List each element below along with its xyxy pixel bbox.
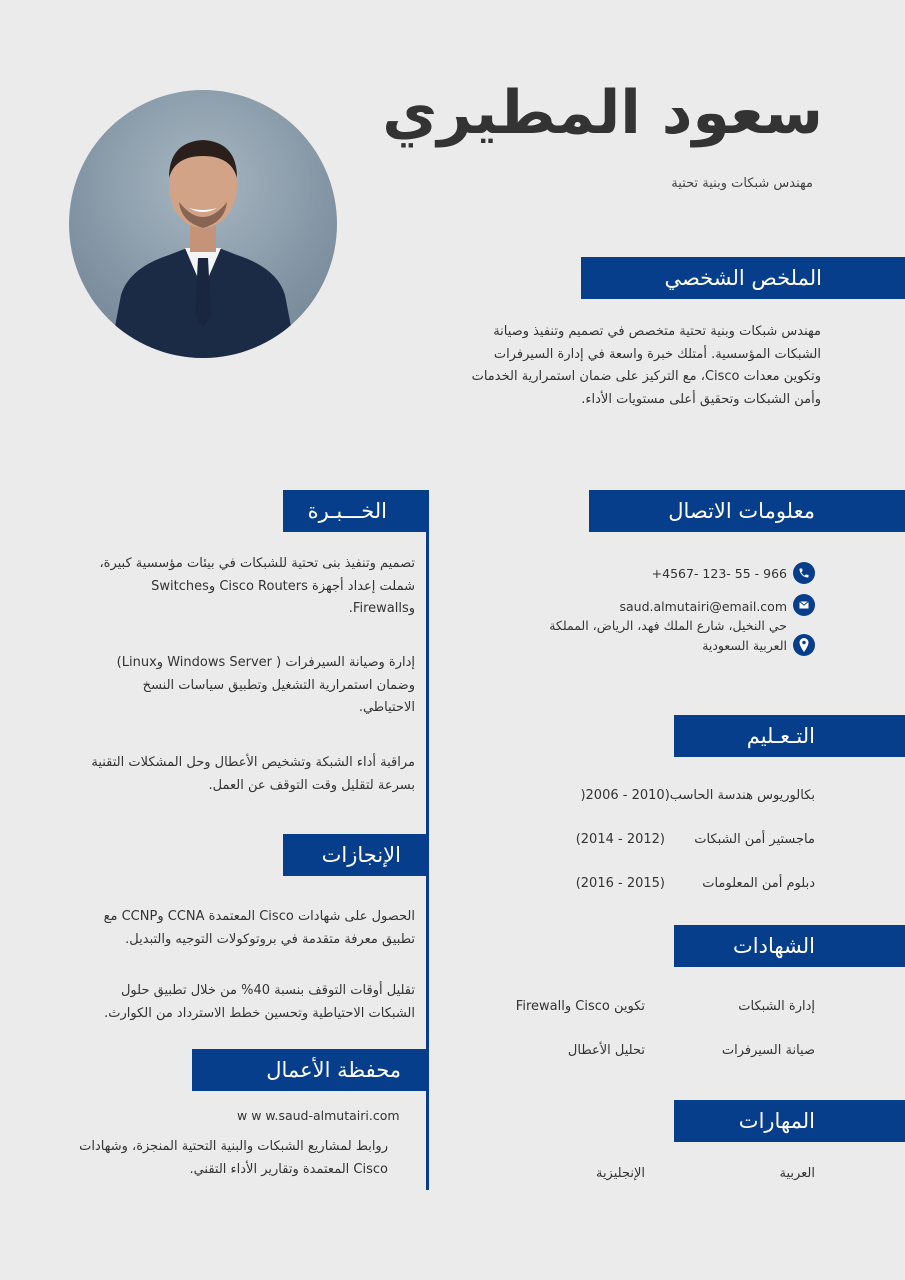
education-item-3: دبلوم أمن المعلومات (702, 876, 815, 891)
location-icon (793, 634, 815, 656)
person-portrait-icon (69, 90, 337, 358)
job-title: مهندس شبكات وبنية تحتية (671, 176, 813, 191)
certificate-item-2: تكوين Cisco وFirewall (515, 999, 645, 1014)
experience-heading: الخـــبـرة (283, 490, 429, 532)
summary-text: مهندس شبكات وبنية تحتية متخصص في تصميم وتنفيذ وصيانة الشبكات المؤسسية. أمتلك خبرة واسعة في إدارة السيرفرات وتكوين معدات Cisco، مع التركيز على ضمان استمرارية الخدمات وأمن الشبكات وتحقيق أعلى مستويات الأداء. (471, 324, 821, 407)
experience-item-2: إدارة وصيانة السيرفرات ( Windows Server وLinux) وضمان استمرارية التشغيل وتطبيق سياسات النسخ الاحتياطي. (116, 655, 415, 715)
portfolio-heading: محفظة الأعمال (192, 1049, 429, 1091)
achievements-heading: الإنجازات (283, 834, 429, 876)
contact-heading: معلومات الاتصال (589, 490, 905, 532)
phone-number: +4567- 123- 55 - 966 (651, 566, 787, 581)
skill-item-2: الإنجليزية (595, 1166, 645, 1181)
portfolio-text: روابط لمشاريع الشبكات والبنية التحتية المنجزة، وشهادات Cisco المعتمدة وتقارير الأداء التقني. (79, 1139, 388, 1177)
profile-photo (69, 90, 337, 358)
portfolio-url[interactable]: w w w.saud-almutairi.com (237, 1108, 400, 1123)
certificates-heading: الشهادات (674, 925, 905, 967)
achievement-item-1: الحصول على شهادات Cisco المعتمدة CCNA وCCNP مع تطبيق معرفة متقدمة في بروتوكولات التوجيه والتبديل. (103, 909, 415, 947)
email-icon (793, 594, 815, 616)
email-address: saud.almutairi@email.com (619, 599, 787, 614)
address: حي النخيل، شارع الملك فهد، الرياض، المملكة العربية السعودية (549, 618, 787, 653)
candidate-name: سعود المطيري (382, 78, 823, 148)
summary-heading: الملخص الشخصي (581, 257, 905, 299)
experience-item-3: مراقبة أداء الشبكة وتشخيص الأعطال وحل المشكلات التقنية بسرعة لتقليل وقت التوقف عن العمل. (91, 755, 415, 793)
education-item-3-years: (2016 - 2015) (575, 876, 665, 891)
skills-heading: المهارات (674, 1100, 905, 1142)
education-item-2: ماجستير أمن الشبكات (694, 832, 815, 847)
certificate-item-1: إدارة الشبكات (738, 999, 815, 1014)
certificate-item-4: تحليل الأعطال (567, 1043, 645, 1058)
education-item-2-years: (2014 - 2012) (575, 832, 665, 847)
education-heading: التـعـليم (674, 715, 905, 757)
phone-icon (793, 562, 815, 584)
certificate-item-3: صيانة السيرفرات (721, 1043, 815, 1058)
achievement-item-2: تقليل أوقات التوقف بنسبة 40% من خلال تطبيق حلول الشبكات الاحتياطية وتحسين خطط الاسترداد من الكوارث. (104, 983, 415, 1021)
experience-item-1: تصميم وتنفيذ بنى تحتية للشبكات في بيئات مؤسسية كبيرة، شملت إعداد أجهزة Cisco Routers وSwitches وFirewalls. (99, 556, 415, 616)
skill-item-1: العربية (779, 1166, 815, 1181)
education-item-1: بكالوريوس هندسة الحاسب(2010 - 2006( (580, 788, 815, 803)
